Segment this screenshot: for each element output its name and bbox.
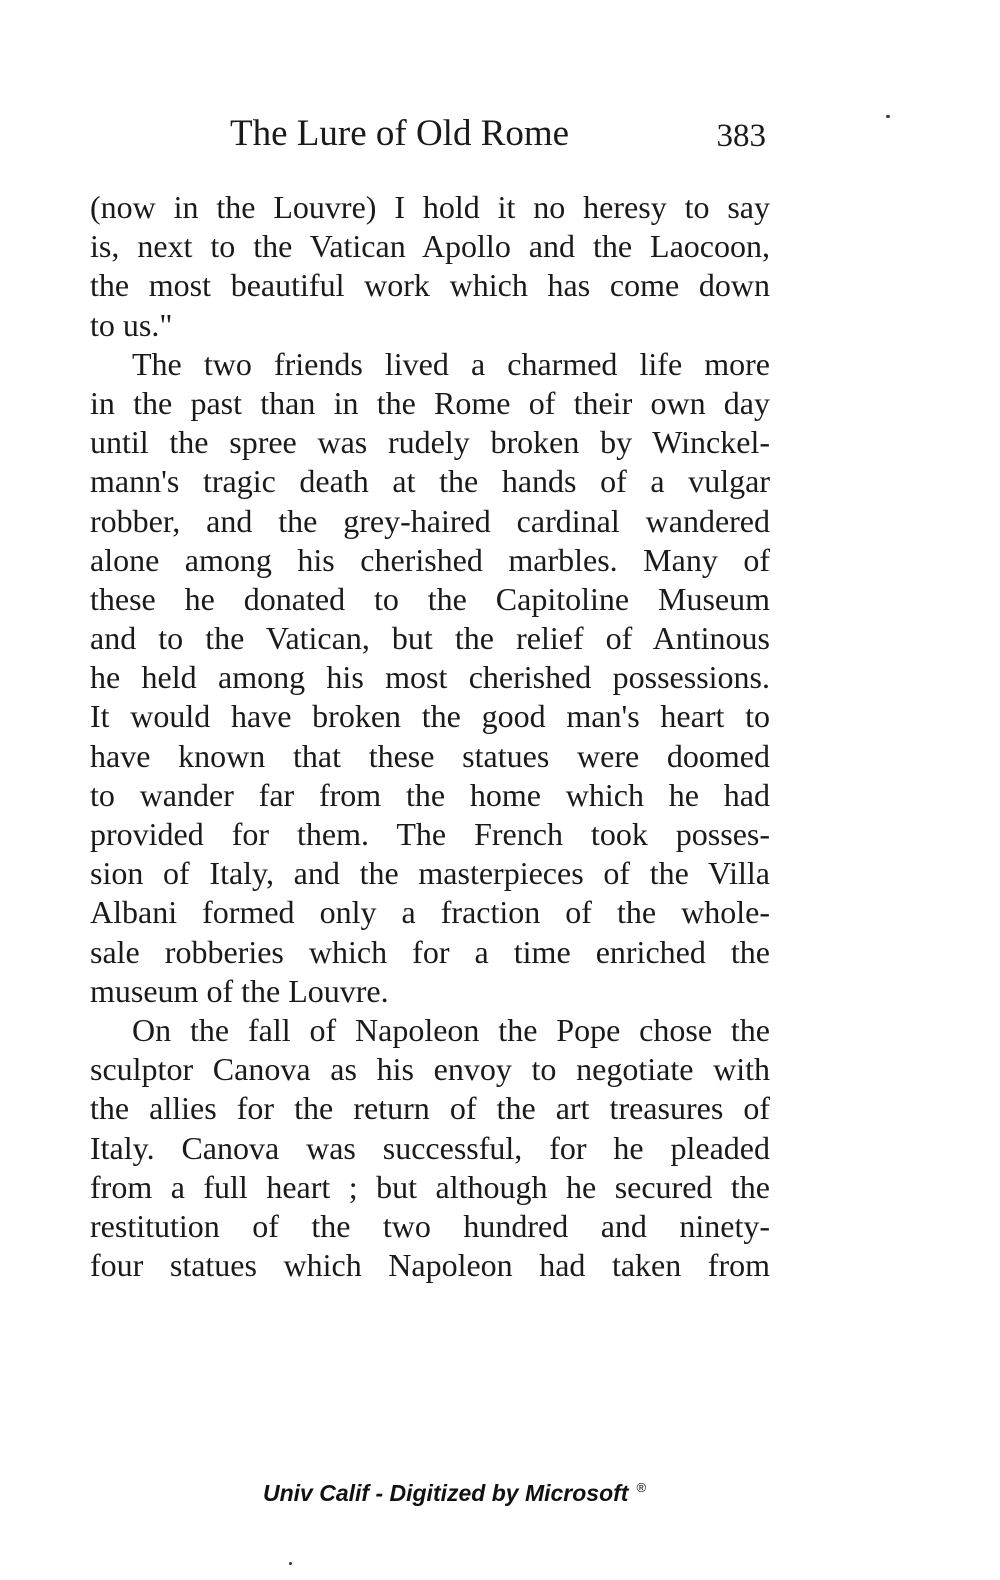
text-line: sculptor Canova as his envoy to negotiate with [90, 1051, 770, 1088]
text-line: to wander far from the home which he had [90, 776, 770, 813]
text-line: alone among his cherished marbles. Many of [90, 541, 770, 578]
watermark-text: Univ Calif - Digitized by Microsoft [263, 1480, 629, 1506]
text-line: four statues which Napoleon had taken from [90, 1247, 770, 1284]
text-line: sale robberies which for a time enriched the [90, 933, 770, 970]
text-line: the allies for the return of the art treasures of [90, 1090, 770, 1127]
text-line: sion of Italy, and the masterpieces of the Villa [90, 855, 770, 892]
text-line: from a full heart ; but although he secured the [90, 1168, 770, 1205]
text-line: robber, and the grey-haired cardinal wandered [90, 502, 770, 539]
text-line: Italy. Canova was successful, for he pleaded [90, 1129, 770, 1166]
body-text [90, 188, 770, 1285]
page-number: 383 [716, 118, 766, 154]
watermark-mark: ® [636, 1480, 647, 1495]
text-line: have known that these statues were doomed [90, 737, 770, 774]
text-line: until the spree was rudely broken by Winckel- [90, 424, 770, 461]
text-line: restitution of the two hundred and ninety- [90, 1207, 770, 1244]
text-line: The two friends lived a charmed life more [132, 345, 770, 382]
text-line: the most beautiful work which has come down [90, 267, 770, 304]
running-title: The Lure of Old Rome [230, 113, 570, 154]
text-line: provided for them. The French took posses- [90, 816, 770, 852]
page-header [230, 108, 770, 160]
text-line: museum of the Louvre. [90, 972, 389, 1009]
text-line: in the past than in the Rome of their own day [90, 384, 770, 421]
text-line: these he donated to the Capitoline Museum [90, 580, 770, 617]
text-line: (now in the Louvre) I hold it no heresy to say [90, 189, 770, 225]
text-line: It would have broken the good man's heart to [90, 698, 770, 735]
text-line: he held among his most cherished possessions. [90, 659, 770, 696]
text-line: is, next to the Vatican Apollo and the Laocoon, [90, 228, 770, 265]
scan-speck [886, 115, 890, 118]
text-line: and to the Vatican, but the relief of Antinous [90, 620, 770, 657]
text-line: On the fall of Napoleon the Pope chose the [132, 1011, 770, 1048]
text-line: to us." [90, 306, 173, 343]
text-line: mann's tragic death at the hands of a vulgar [90, 463, 770, 500]
scan-speck [289, 1562, 292, 1565]
digitization-watermark [263, 1470, 646, 1506]
text-line: Albani formed only a fraction of the whole- [90, 894, 770, 931]
